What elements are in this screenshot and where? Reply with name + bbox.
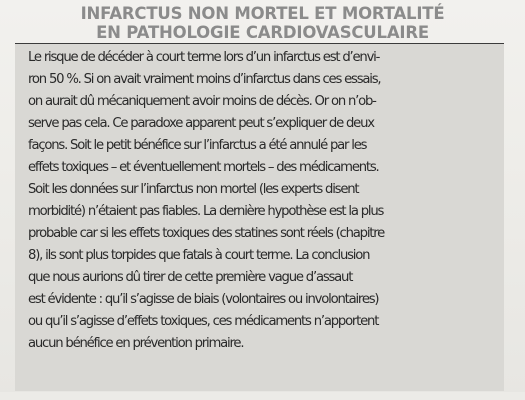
- text-line: Le risque de décéder à court terme lors d’un infarctus est d’envi-: [28, 50, 380, 65]
- text-line: ou qu’il s’agisse d’effets toxiques, ces médicaments n’apportent: [28, 314, 379, 329]
- text-line: ron 50 %. Si on avait vraiment moins d’infarctus dans ces essais,: [28, 72, 381, 87]
- box-title-line-2: EN PATHOLOGIE CARDIOVASCULAIRE: [96, 23, 429, 42]
- text-line: façons. Soit le petit bénéfice sur l’infarctus a été annulé par les: [28, 138, 367, 153]
- page-bottom-margin: [0, 392, 525, 400]
- text-line: probable car si les effets toxiques des statines sont réels (chapitre: [28, 226, 385, 241]
- box-body-text: [28, 47, 508, 355]
- text-line: aucun bénéfice en prévention primaire.: [28, 336, 244, 351]
- text-line: morbidité) n’étaient pas fiables. La dernière hypothèse est la plus: [28, 204, 384, 219]
- text-line: est évidente : qu’il s’agisse de biais (volontaires ou involontaires): [28, 292, 379, 307]
- text-line: effets toxiques – et éventuellement mortels – des médicaments.: [28, 160, 379, 175]
- text-line: que nous aurions dû tirer de cette première vague d’assaut: [28, 270, 353, 285]
- text-line: 8), ils sont plus torpides que fatals à court terme. La conclusion: [28, 248, 370, 263]
- text-line: Soit les données sur l’infarctus non mortel (les experts disent: [28, 182, 359, 197]
- box-title-line-1: INFARCTUS NON MORTEL ET MORTALITÉ: [80, 4, 445, 23]
- text-line: serve pas cela. Ce paradoxe apparent peut s’expliquer de deux: [28, 116, 374, 131]
- text-line: on aurait dû mécaniquement avoir moins de décès. Or on n’ob-: [28, 94, 376, 109]
